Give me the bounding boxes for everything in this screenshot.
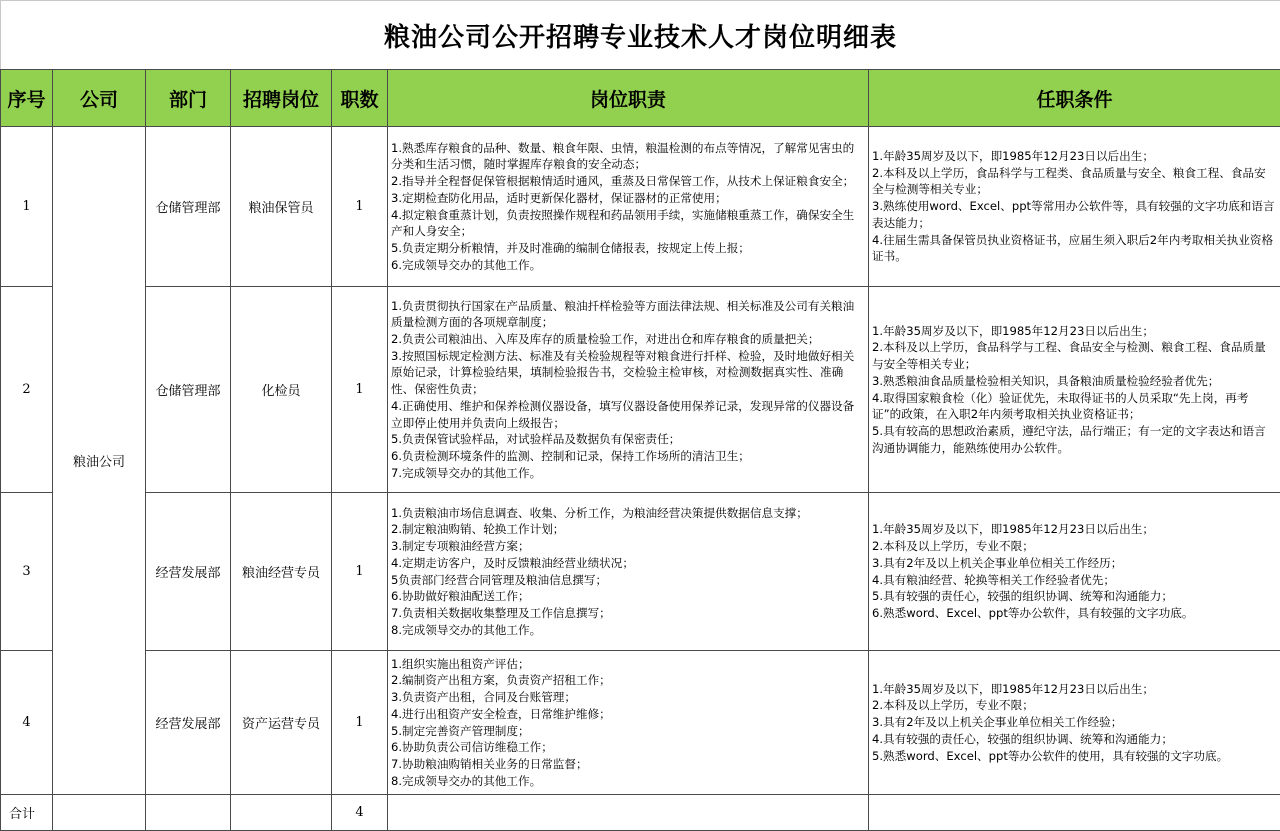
duty-item: 2.负责公司粮油出、入库及库存的质量检验工作，对进出仓和库存粮食的质量把关；	[391, 332, 820, 347]
row-duties	[388, 493, 869, 651]
duty-item: 8.完成领导交办的其他工作。	[391, 773, 542, 788]
duty-item: 5.负责定期分析粮情，并及时准确的编制仓储报表，按规定上传上报；	[391, 240, 750, 255]
row-count: 1	[332, 651, 388, 795]
requirement-item: 2.本科及以上学历，专业不限；	[872, 539, 1034, 554]
duty-item: 4.定期走访客户，及时反馈粮油经营业绩状况；	[391, 555, 634, 570]
header-company: 公司	[53, 70, 146, 127]
requirement-item: 4.具有粮油经营、轮换等相关工作经验者优先；	[872, 572, 1115, 587]
row-department: 仓储管理部	[146, 127, 231, 287]
duty-item: 5.负责保管试验样品，对试验样品及数据负有保密责任；	[391, 432, 681, 447]
row-department: 经营发展部	[146, 493, 231, 651]
requirement-item: 4.往届生需具备保管员执业资格证书，应届生须入职后2年内考取相关执业资格证书。	[872, 232, 1274, 264]
duty-item: 5.制定完善资产管理制度；	[391, 723, 530, 738]
duty-item: 6.完成领导交办的其他工作。	[391, 257, 542, 272]
duty-item: 8.完成领导交办的其他工作。	[391, 622, 542, 637]
row-position: 粮油经营专员	[231, 493, 332, 651]
duty-item: 7.完成领导交办的其他工作。	[391, 465, 542, 480]
requirement-item: 4.具有较强的责任心，较强的组织协调、统筹和沟通能力；	[872, 731, 1173, 746]
duty-item: 1.组织实施出租资产评估；	[391, 656, 530, 671]
row-requirements	[869, 127, 1280, 287]
duty-item: 1.负责粮油市场信息调查、收集、分析工作，为粮油经营决策提供数据信息支撑；	[391, 505, 808, 520]
row-department: 经营发展部	[146, 651, 231, 795]
row-seq: 4	[1, 651, 53, 795]
requirement-item: 3.熟悉粮油食品质量检验相关知识，具备粮油质量检验经验者优先；	[872, 373, 1220, 388]
requirement-item: 1.年龄35周岁及以下，即1985年12月23日以后出生；	[872, 681, 1154, 696]
row-count: 1	[332, 127, 388, 287]
requirement-item: 5.熟悉word、Excel、ppt等办公软件的使用，具有较强的文字功底。	[872, 748, 1229, 763]
duty-item: 4.拟定粮食重蒸计划，负责按照操作规程和药品领用手续，实施储粮重蒸工作，确保安全生产和人身安全；	[391, 207, 855, 239]
total-count: 4	[332, 795, 388, 831]
duty-item: 6.协助负责公司信访维稳工作；	[391, 740, 553, 755]
header-seq: 序号	[1, 70, 53, 127]
requirement-item: 1.年龄35周岁及以下，即1985年12月23日以后出生；	[872, 323, 1154, 338]
duty-item: 7.协助粮油购销相关业务的日常监督；	[391, 756, 588, 771]
duty-item: 2.编制资产出租方案，负责资产招租工作；	[391, 673, 611, 688]
row-requirements	[869, 651, 1280, 795]
total-empty	[388, 795, 869, 831]
requirement-item: 5.具有较高的思想政治素质，遵纪守法，品行端正；有一定的文字表达和语言沟通协调能力，能熟练使用办公软件。	[872, 423, 1266, 455]
total-empty	[231, 795, 332, 831]
duty-item: 7.负责相关数据收集整理及工作信息撰写；	[391, 605, 611, 620]
total-empty	[146, 795, 231, 831]
duty-item: 1.熟悉库存粮食的品种、数量、粮食年限、虫情，粮温检测的布点等情况，了解常见害虫的分类和生活习惯，随时掌握库存粮食的安全动态；	[391, 140, 855, 172]
duty-item: 3.定期检查防化用品，适时更新保化器材，保证器材的正常使用；	[391, 190, 727, 205]
duty-item: 3.负责资产出租，合同及台账管理；	[391, 690, 576, 705]
requirement-item: 5.具有较强的责任心，较强的组织协调、统筹和沟通能力；	[872, 589, 1173, 604]
total-empty	[53, 795, 146, 831]
requirement-item: 1.年龄35周岁及以下，即1985年12月23日以后出生；	[872, 149, 1154, 164]
duty-item: 4.正确使用、维护和保养检测仪器设备，填写仪器设备使用保养记录，发现异常的仪器设备立即停止使用并负责向上级报告；	[391, 398, 855, 430]
table-row	[1, 493, 1280, 651]
requirement-item: 3.具有2年及以上机关企事业单位相关工作经历；	[872, 555, 1123, 570]
row-position: 化检员	[231, 287, 332, 493]
row-requirements	[869, 287, 1280, 493]
header-department: 部门	[146, 70, 231, 127]
row-duties	[388, 651, 869, 795]
header-position: 招聘岗位	[231, 70, 332, 127]
requirement-item: 1.年龄35周岁及以下，即1985年12月23日以后出生；	[872, 522, 1154, 537]
duty-item: 2.指导并全程督促保管根据粮情适时通风，重蒸及日常保管工作，从技术上保证粮食安全；	[391, 174, 855, 189]
row-requirements	[869, 493, 1280, 651]
duty-item: 5负责部门经营合同管理及粮油信息撰写；	[391, 572, 608, 587]
table-title: 粮油公司公开招聘专业技术人才岗位明细表	[1, 1, 1280, 70]
row-position: 资产运营专员	[231, 651, 332, 795]
requirement-item: 3.熟练使用word、Excel、ppt等常用办公软件等，具有较强的文字功底和语言表达能力；	[872, 199, 1275, 230]
total-label: 合计	[1, 795, 53, 831]
header-requirements: 任职条件	[869, 70, 1280, 127]
row-seq: 2	[1, 287, 53, 493]
duty-item: 6.负责检测环境条件的监测、控制和记录，保持工作场所的清洁卫生；	[391, 448, 750, 463]
header-duties: 岗位职责	[388, 70, 869, 127]
header-count: 职数	[332, 70, 388, 127]
row-seq: 3	[1, 493, 53, 651]
table-row	[1, 127, 1280, 287]
requirement-item: 2.本科及以上学历，食品科学与工程、食品安全与检测、粮食工程、食品质量与安全等相关专业；	[872, 340, 1266, 372]
table-row	[1, 651, 1280, 795]
header-row	[1, 70, 1280, 127]
requirement-item: 4.取得国家粮食检（化）验证优先，未取得证书的人员采取“先上岗，再考证”的政策，在入职2年内须考取相关执业资格证书；	[872, 390, 1249, 422]
total-row	[1, 795, 1280, 831]
duty-item: 1.负责贯彻执行国家在产品质量、粮油扦样检验等方面法律法规、相关标准及公司有关粮油质量检测方面的各项规章制度；	[391, 298, 855, 330]
requirement-item: 3.具有2年及以上机关企事业单位相关工作经验；	[872, 715, 1123, 730]
row-position: 粮油保管员	[231, 127, 332, 287]
total-empty	[869, 795, 1280, 831]
row-department: 仓储管理部	[146, 287, 231, 493]
company-cell: 粮油公司	[53, 127, 146, 795]
duty-item: 4.进行出租资产安全检查，日常维护维修；	[391, 706, 611, 721]
requirement-item: 2.本科及以上学历，专业不限；	[872, 698, 1034, 713]
requirement-item: 6.熟悉word、Excel、ppt等办公软件，具有较强的文字功底。	[872, 605, 1194, 620]
row-duties	[388, 287, 869, 493]
table-row	[1, 287, 1280, 493]
row-count: 1	[332, 287, 388, 493]
duty-item: 2.制定粮油购销、轮换工作计划；	[391, 522, 565, 537]
duty-item: 3.按照国标规定检测方法、标准及有关检验规程等对粮食进行扦样、检验，及时地做好相关原始记录，计算检验结果，填制检验报告书，交检验主检审核，对检测数据真实性、准确性、保密性负责；	[391, 348, 855, 397]
row-duties	[388, 127, 869, 287]
duty-item: 3.制定专项粮油经营方案；	[391, 539, 530, 554]
row-count: 1	[332, 493, 388, 651]
row-seq: 1	[1, 127, 53, 287]
duty-item: 6.协助做好粮油配送工作；	[391, 589, 530, 604]
requirement-item: 2.本科及以上学历，食品科学与工程类、食品质量与安全、粮食工程、食品安全与检测等相关专业；	[872, 165, 1266, 197]
